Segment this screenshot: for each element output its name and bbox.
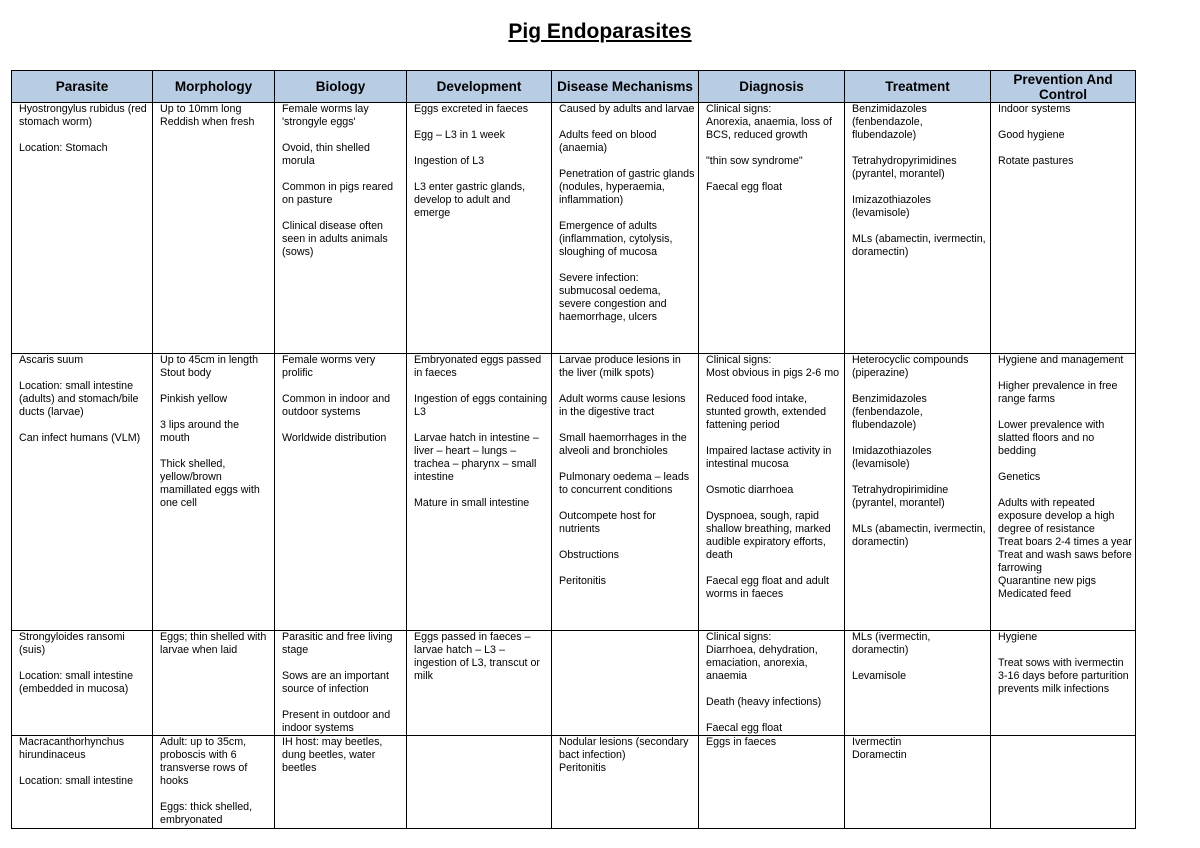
cell-diagnosis [699, 354, 845, 631]
cell-paragraph: Pulmonary oedema – leads to concurrent conditions [559, 471, 690, 496]
cell-paragraph: Mature in small intestine [414, 497, 530, 509]
cell-development [407, 354, 552, 631]
cell-paragraph: Emergence of adults (inflammation, cytolysis, sloughing of mucosa [559, 220, 673, 258]
header-development: Development [407, 71, 552, 103]
cell-biology [275, 736, 407, 829]
cell-paragraph: Tetrahydropyrimidines (pyrantel, morantel) [852, 155, 957, 180]
cell-paragraph: Small haemorrhages in the alveoli and bronchioles [559, 432, 687, 457]
header-morphology: Morphology [153, 71, 275, 103]
cell-paragraph: Treat sows with ivermectin 3-16 days before parturition prevents milk infections [998, 657, 1129, 695]
cell-paragraph: Thick shelled, yellow/brown mamillated eggs with one cell [160, 458, 260, 509]
header-biology: Biology [275, 71, 407, 103]
cell-paragraph: Worldwide distribution [282, 432, 387, 444]
cell-paragraph: Caused by adults and larvae [559, 103, 695, 115]
header-diagnosis: Diagnosis [699, 71, 845, 103]
cell-paragraph: Faecal egg float [706, 722, 783, 734]
cell-paragraph: L3 enter gastric glands, develop to adult and emerge [414, 181, 526, 219]
cell-paragraph: Sows are an important source of infection [282, 670, 389, 695]
cell-paragraph: Present in outdoor and indoor systems [282, 709, 391, 734]
cell-paragraph: Adults with repeated exposure develop a high degree of resistance Treat boars 2-4 times a year Treat and wash saws before farrowing Quarantine new pigs Medicated feed [998, 497, 1132, 600]
page-title: Pig Endoparasites [508, 20, 692, 43]
cell-prevention-control [991, 103, 1136, 354]
cell-paragraph: Egg – L3 in 1 week [414, 129, 505, 141]
cell-paragraph: Hyostrongylus rubidus (red stomach worm) [19, 103, 147, 128]
cell-paragraph: Indoor systems [998, 103, 1071, 115]
cell-paragraph: Location: small intestine (embedded in mucosa) [19, 670, 134, 695]
cell-morphology [153, 103, 275, 354]
table-row [12, 631, 1136, 736]
cell-paragraph: Clinical signs: Most obvious in pigs 2-6 mo [706, 354, 840, 379]
cell-parasite [12, 736, 153, 829]
cell-biology [275, 103, 407, 354]
cell-paragraph: Up to 45cm in length Stout body [160, 354, 259, 379]
table-body [12, 103, 1136, 829]
cell-paragraph: Embryonated eggs passed in faeces [414, 354, 542, 379]
cell-development [407, 631, 552, 736]
cell-paragraph: Strongyloides ransomi (suis) [19, 631, 125, 656]
cell-paragraph: Common in indoor and outdoor systems [282, 393, 391, 418]
table-row [12, 354, 1136, 631]
cell-paragraph: Benzimidazoles (fenbendazole, flubendazole) [852, 103, 927, 141]
cell-paragraph: Lower prevalence with slatted floors and no bedding [998, 419, 1105, 457]
cell-morphology [153, 354, 275, 631]
cell-paragraph: IH host: may beetles, dung beetles, water beetles [282, 736, 383, 774]
cell-disease-mechanisms [552, 354, 699, 631]
cell-diagnosis [699, 631, 845, 736]
table-row [12, 103, 1136, 354]
header-disease-mechanisms: Disease Mechanisms [552, 71, 699, 103]
cell-paragraph: Rotate pastures [998, 155, 1074, 167]
table-row [12, 736, 1136, 829]
cell-paragraph: Clinical signs: Diarrhoea, dehydration, emaciation, anorexia, anaemia [706, 631, 818, 682]
cell-paragraph: Ingestion of eggs containing L3 [414, 393, 548, 418]
cell-morphology [153, 631, 275, 736]
cell-paragraph: Dyspnoea, sough, rapid shallow breathing, marked audible expiratory efforts, death [706, 510, 831, 561]
cell-paragraph: Osmotic diarrhoea [706, 484, 794, 496]
cell-paragraph: Severe infection: submucosal oedema, severe congestion and haemorrhage, ulcers [559, 272, 667, 323]
parasite-table [11, 70, 1136, 829]
cell-paragraph: Hygiene and management [998, 354, 1124, 366]
cell-paragraph: Clinical disease often seen in adults animals (sows) [282, 220, 388, 258]
header-prevention-control: Prevention And Control [991, 71, 1136, 103]
cell-paragraph: Common in pigs reared on pasture [282, 181, 394, 206]
cell-paragraph: Ascaris suum [19, 354, 84, 366]
cell-biology [275, 631, 407, 736]
cell-treatment [845, 354, 991, 631]
cell-paragraph: Eggs passed in faeces – larvae hatch – L3 – ingestion of L3, transcut or milk [414, 631, 540, 682]
cell-prevention-control [991, 631, 1136, 736]
cell-parasite [12, 631, 153, 736]
cell-paragraph: Nodular lesions (secondary bact infection) Peritonitis [559, 736, 689, 774]
cell-paragraph: Adult: up to 35cm, proboscis with 6 transverse rows of hooks [160, 736, 248, 787]
cell-disease-mechanisms [552, 103, 699, 354]
cell-paragraph: Tetrahydropirimidine (pyrantel, morantel) [852, 484, 949, 509]
cell-paragraph: Adult worms cause lesions in the digestive tract [559, 393, 686, 418]
cell-paragraph: Up to 10mm long Reddish when fresh [160, 103, 255, 128]
cell-paragraph: "thin sow syndrome" [706, 155, 803, 167]
cell-paragraph: 3 lips around the mouth [160, 419, 240, 444]
cell-paragraph: Location: small intestine [19, 775, 134, 787]
cell-paragraph: Good hygiene [998, 129, 1065, 141]
cell-paragraph: Levamisole [852, 670, 907, 682]
cell-paragraph: Imidazothiazoles (levamisole) [852, 445, 932, 470]
cell-paragraph: Reduced food intake, stunted growth, extended fattening period [706, 393, 827, 431]
cell-paragraph: Outcompete host for nutrients [559, 510, 656, 535]
cell-paragraph: Heterocyclic compounds (piperazine) [852, 354, 969, 379]
cell-paragraph: Faecal egg float and adult worms in faeces [706, 575, 829, 600]
cell-paragraph: Larvae produce lesions in the liver (milk spots) [559, 354, 681, 379]
cell-paragraph: Eggs excreted in faeces [414, 103, 529, 115]
cell-morphology [153, 736, 275, 829]
cell-paragraph: MLs (ivermectin, doramectin) [852, 631, 931, 656]
cell-paragraph: Impaired lactase activity in intestinal mucosa [706, 445, 832, 470]
cell-development [407, 736, 552, 829]
cell-disease-mechanisms [552, 631, 699, 736]
cell-paragraph: Penetration of gastric glands (nodules, hyperaemia, inflammation) [559, 168, 695, 206]
cell-paragraph: Hygiene [998, 631, 1038, 643]
header-row [12, 71, 1136, 103]
cell-paragraph: MLs (abamectin, ivermectin, doramectin) [852, 233, 986, 258]
cell-prevention-control [991, 736, 1136, 829]
cell-paragraph: Ovoid, thin shelled morula [282, 142, 370, 167]
cell-paragraph: Obstructions [559, 549, 619, 561]
cell-paragraph: Eggs; thin shelled with larvae when laid [160, 631, 267, 656]
cell-paragraph: Parasitic and free living stage [282, 631, 393, 656]
cell-paragraph: Peritonitis [559, 575, 606, 587]
cell-disease-mechanisms [552, 736, 699, 829]
cell-paragraph: Location: Stomach [19, 142, 108, 154]
cell-paragraph: Faecal egg float [706, 181, 783, 193]
cell-biology [275, 354, 407, 631]
cell-paragraph: Adults feed on blood (anaemia) [559, 129, 657, 154]
cell-treatment [845, 631, 991, 736]
cell-parasite [12, 354, 153, 631]
cell-paragraph: Macracanthorhynchus hirundinaceus [19, 736, 125, 761]
cell-paragraph: Pinkish yellow [160, 393, 228, 405]
cell-paragraph: Female worms lay 'strongyle eggs' [282, 103, 369, 128]
cell-prevention-control [991, 354, 1136, 631]
cell-paragraph: Eggs in faeces [706, 736, 777, 748]
cell-paragraph: Female worms very prolific [282, 354, 376, 379]
cell-paragraph: Ingestion of L3 [414, 155, 485, 167]
cell-paragraph: Higher prevalence in free range farms [998, 380, 1118, 405]
cell-paragraph: Death (heavy infections) [706, 696, 822, 708]
cell-paragraph: Larvae hatch in intestine – liver – heart – lungs – trachea – pharynx – small intestine [414, 432, 539, 483]
cell-paragraph: MLs (abamectin, ivermectin, doramectin) [852, 523, 986, 548]
cell-paragraph: Benzimidazoles (fenbendazole, flubendazole) [852, 393, 927, 431]
cell-treatment [845, 103, 991, 354]
header-parasite: Parasite [12, 71, 153, 103]
cell-paragraph: Can infect humans (VLM) [19, 432, 141, 444]
cell-diagnosis [699, 103, 845, 354]
cell-parasite [12, 103, 153, 354]
cell-paragraph: Ivermectin Doramectin [852, 736, 907, 761]
cell-paragraph: Location: small intestine (adults) and stomach/bile ducts (larvae) [19, 380, 139, 418]
cell-paragraph: Genetics [998, 471, 1041, 483]
cell-paragraph: Clinical signs: Anorexia, anaemia, loss of BCS, reduced growth [706, 103, 832, 141]
cell-paragraph: Imizazothiazoles (levamisole) [852, 194, 932, 219]
cell-paragraph: Eggs: thick shelled, embryonated [160, 801, 253, 826]
cell-development [407, 103, 552, 354]
cell-treatment [845, 736, 991, 829]
cell-diagnosis [699, 736, 845, 829]
header-treatment: Treatment [845, 71, 991, 103]
